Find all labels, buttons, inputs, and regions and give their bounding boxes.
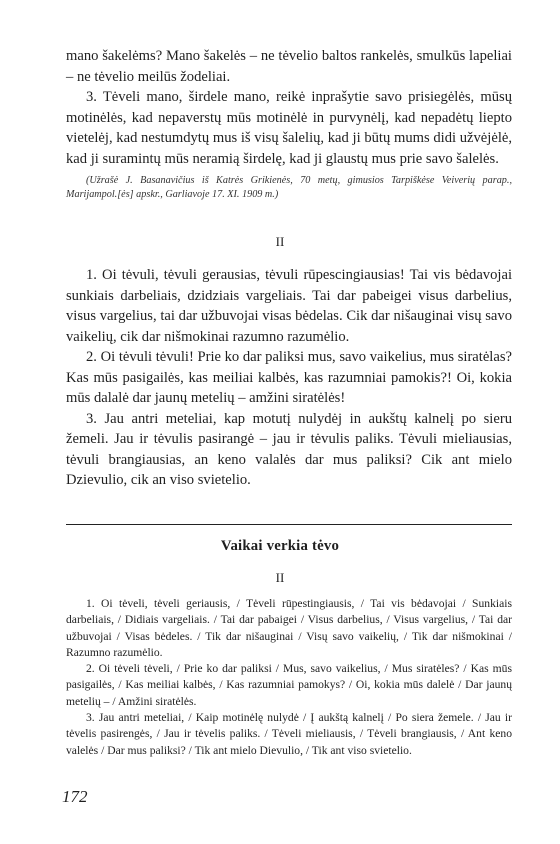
paragraph-3: 3. Jau antri meteliai, kap motutį nulydėj in aukštų kalnelį po sieru žemeli. Jau ir tėvulis pasirangė – jau ir tėvulis paliks. Tėvuli mieliausias, tėvuli brangiausias, an keno valalės dar mus paliksi? Cik ant mielo Dzievulio, cik an viso svietelio. — [66, 410, 512, 488]
paragraph-3: 3. Tėveli mano, širdele mano, reikė inprašytie savo prisiegėlės, mūsų motinėlės, kad nepaverstų mūs motinėlė in purvynėlį, kad nepadėtų liepto vietelėj, kad nestumdytų mus iš visų šalelių, kad ji būtų mums didi užvėjėlė, kad ji suramintų mūs neramią širdelę, kad ji glaustų mus prie savo šalelės. — [66, 89, 512, 167]
section-three — [66, 596, 512, 759]
paragraph-1: 1. Oi tėvuli, tėvuli gerausias, tėvuli rūpescingiausias! Tai vis bėdavojai sunkiais darbeliais, dzidziais vargeliais. Tai dar pabeigei visus darbelius, visus vargelius, tai dar užbuvojai visas bėdelas. Cik dar nišauginai visų savo vaikelių, cik dar nišmokinai razumno razumėlio. — [66, 267, 512, 345]
verse-1: 1. Oi tėveli, tėveli geriausis, / Tėveli rūpestingiausis, / Tai vis bėdavojai / Sunkiais darbeliais, / Didiais vargeliais. / Tai dar pabaigei / Visus darbelius, / Visus vargelius, / Tai dar užbuvojai / Visas bėdeles. / Tik dar nišauginai / Visų savo vaikelių, / Tik dar nišmokinai / Razumno razumėlio. — [66, 597, 512, 659]
section-two — [66, 265, 512, 491]
page-number: 172 — [62, 787, 88, 806]
section-roman-numeral: II — [275, 234, 285, 249]
source-note: (Užrašė J. Basanavičius iš Katrės Grikienės, 70 metų, gimusios Tarpiškėse Veiverių parap., Marijampol.[ės] apskr., Garliavoje 17. XI. 1909 m.) — [66, 175, 512, 200]
continuation-paragraph: mano šakelėms? Mano šakelės – ne tėvelio baltos rankelės, smulkūs lapeliai – ne tėvelio meilūs žodeliai. — [66, 48, 512, 85]
section-divider — [66, 524, 512, 525]
verse-2: 2. Oi tėveli tėveli, / Prie ko dar paliksi / Mus, savo vaikelius, / Mus siratėles? / Kas mūs pasigailės, / Kas meiliai kalbės, / Kas razumniai pamokys? / Oi, kokia mūs dalelė / Dar jaunų metelių – / Amžini siratėlės. — [66, 662, 512, 708]
paragraph-2: 2. Oi tėvuli tėvuli! Prie ko dar paliksi mus, savo vaikelius, mus siratėlas? Kas mūs pasigailės, kas meiliai kalbės, kas razumniai pamokis?! Oi, kokia mūs dalalė dar jaunų metelių – amžini siratėlės! — [66, 349, 512, 406]
song-heading: Vaikai verkia tėvo — [220, 538, 340, 554]
verse-3: 3. Jau antri meteliai, / Kaip motinėlę nulydė / Į aukštą kalnelį / Po siera žemele. / Jau ir tėvelis pasirengės, / Jau ir tėvelis paliks. / Tėveli mieliausis, / Tėveli brangiausis, / Ant keno valelės / Dar mus paliksi? / Tik ant mielo Dievulio, / Tik ant viso svietelio. — [66, 711, 512, 757]
section-one — [66, 46, 512, 202]
song-roman-numeral: II — [275, 570, 285, 585]
